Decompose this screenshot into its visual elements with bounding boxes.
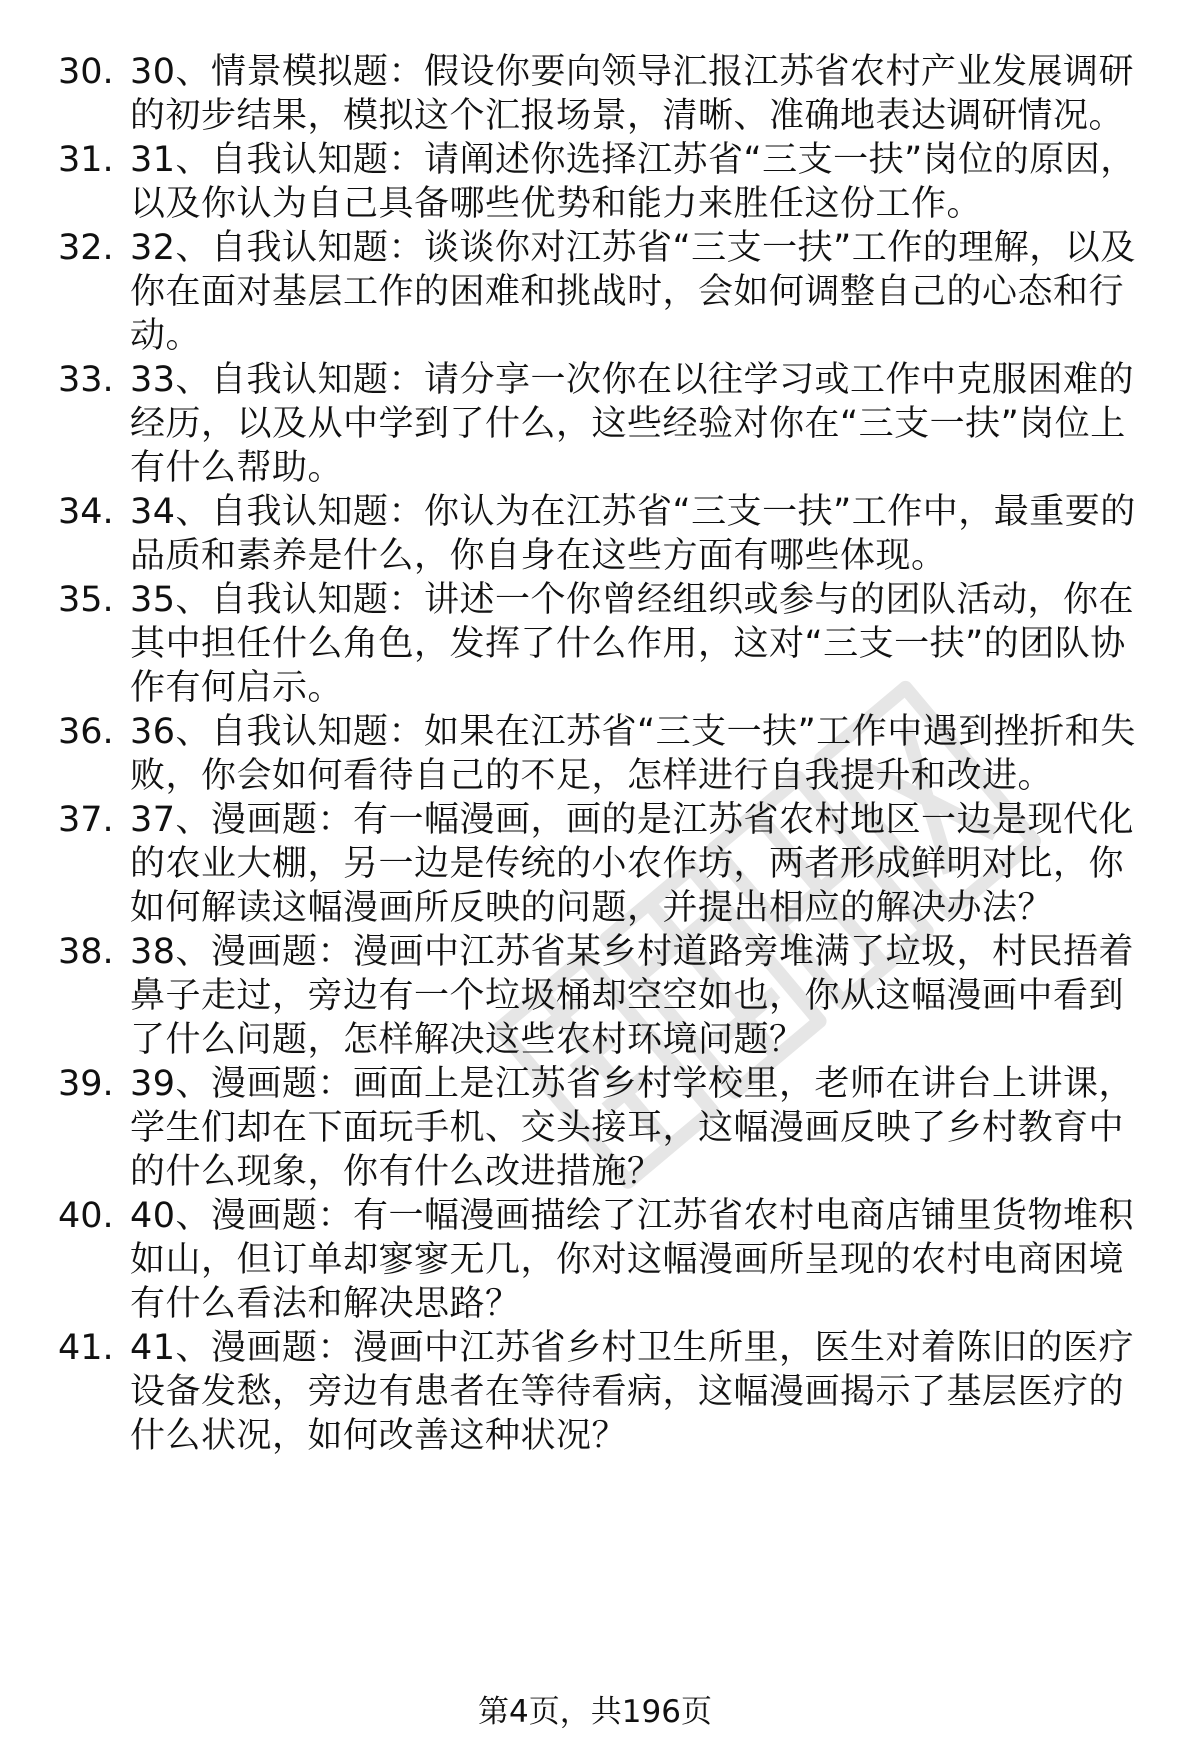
question-item <box>58 50 1156 138</box>
question-item <box>58 578 1156 710</box>
question-item <box>58 138 1156 226</box>
question-text: 40、漫画题：有一幅漫画描绘了江苏省农村电商店铺里货物堆积如山，但订单却寥寥无几，你对这幅漫画所呈现的农村电商困境有什么看法和解决思路？ <box>130 1196 1135 1324</box>
question-number: 31. <box>58 140 114 180</box>
question-text: 33、自我认知题：请分享一次你在以往学习或工作中克服困难的经历，以及从中学到了什么，这些经验对你在“三支一扶”岗位上有什么帮助。 <box>130 360 1135 488</box>
question-number: 37. <box>58 800 114 840</box>
question-text: 39、漫画题：画面上是江苏省乡村学校里，老师在讲台上讲课，学生们却在下面玩手机、交头接耳，这幅漫画反映了乡村教育中的什么现象，你有什么改进措施？ <box>130 1064 1135 1192</box>
question-item <box>58 1062 1156 1194</box>
question-number: 33. <box>58 360 114 400</box>
question-number: 32. <box>58 228 114 268</box>
question-number: 38. <box>58 932 114 972</box>
question-list <box>58 50 1156 1458</box>
question-text: 38、漫画题：漫画中江苏省某乡村道路旁堆满了垃圾，村民捂着鼻子走过，旁边有一个垃圾桶却空空如也，你从这幅漫画中看到了什么问题，怎样解决这些农村环境问题？ <box>130 932 1135 1060</box>
question-item <box>58 798 1156 930</box>
question-item <box>58 1326 1156 1458</box>
page-footer: 第4页，共196页 <box>478 1694 712 1730</box>
question-item <box>58 358 1156 490</box>
question-item <box>58 930 1156 1062</box>
question-item <box>58 226 1156 358</box>
question-item <box>58 490 1156 578</box>
question-text: 37、漫画题：有一幅漫画，画的是江苏省农村地区一边是现代化的农业大棚，另一边是传统的小农作坊，两者形成鲜明对比，你如何解读这幅漫画所反映的问题，并提出相应的解决办法？ <box>130 800 1135 928</box>
question-number: 36. <box>58 712 114 752</box>
question-text: 31、自我认知题：请阐述你选择江苏省“三支一扶”岗位的原因，以及你认为自己具备哪些优势和能力来胜任这份工作。 <box>130 140 1136 224</box>
question-number: 41. <box>58 1328 114 1368</box>
question-text: 32、自我认知题：谈谈你对江苏省“三支一扶”工作的理解，以及你在面对基层工作的困难和挑战时，会如何调整自己的心态和行动。 <box>130 228 1136 356</box>
question-number: 30. <box>58 52 114 92</box>
question-text: 36、自我认知题：如果在江苏省“三支一扶”工作中遇到挫折和失败，你会如何看待自己的不足，怎样进行自我提升和改进。 <box>130 712 1136 796</box>
question-text: 34、自我认知题：你认为在江苏省“三支一扶”工作中，最重要的品质和素养是什么，你自身在这些方面有哪些体现。 <box>130 492 1136 576</box>
question-item <box>58 710 1156 798</box>
question-number: 34. <box>58 492 114 532</box>
question-text: 41、漫画题：漫画中江苏省乡村卫生所里，医生对着陈旧的医疗设备发愁，旁边有患者在等待看病，这幅漫画揭示了基层医疗的什么状况，如何改善这种状况？ <box>130 1328 1135 1456</box>
question-number: 35. <box>58 580 114 620</box>
question-number: 40. <box>58 1196 114 1236</box>
question-text: 35、自我认知题：讲述一个你曾经组织或参与的团队活动，你在其中担任什么角色，发挥了什么作用，这对“三支一扶”的团队协作有何启示。 <box>130 580 1135 708</box>
question-item <box>58 1194 1156 1326</box>
question-text: 30、情景模拟题：假设你要向领导汇报江苏省农村产业发展调研的初步结果，模拟这个汇报场景，清晰、准确地表达调研情况。 <box>130 52 1135 136</box>
question-number: 39. <box>58 1064 114 1104</box>
